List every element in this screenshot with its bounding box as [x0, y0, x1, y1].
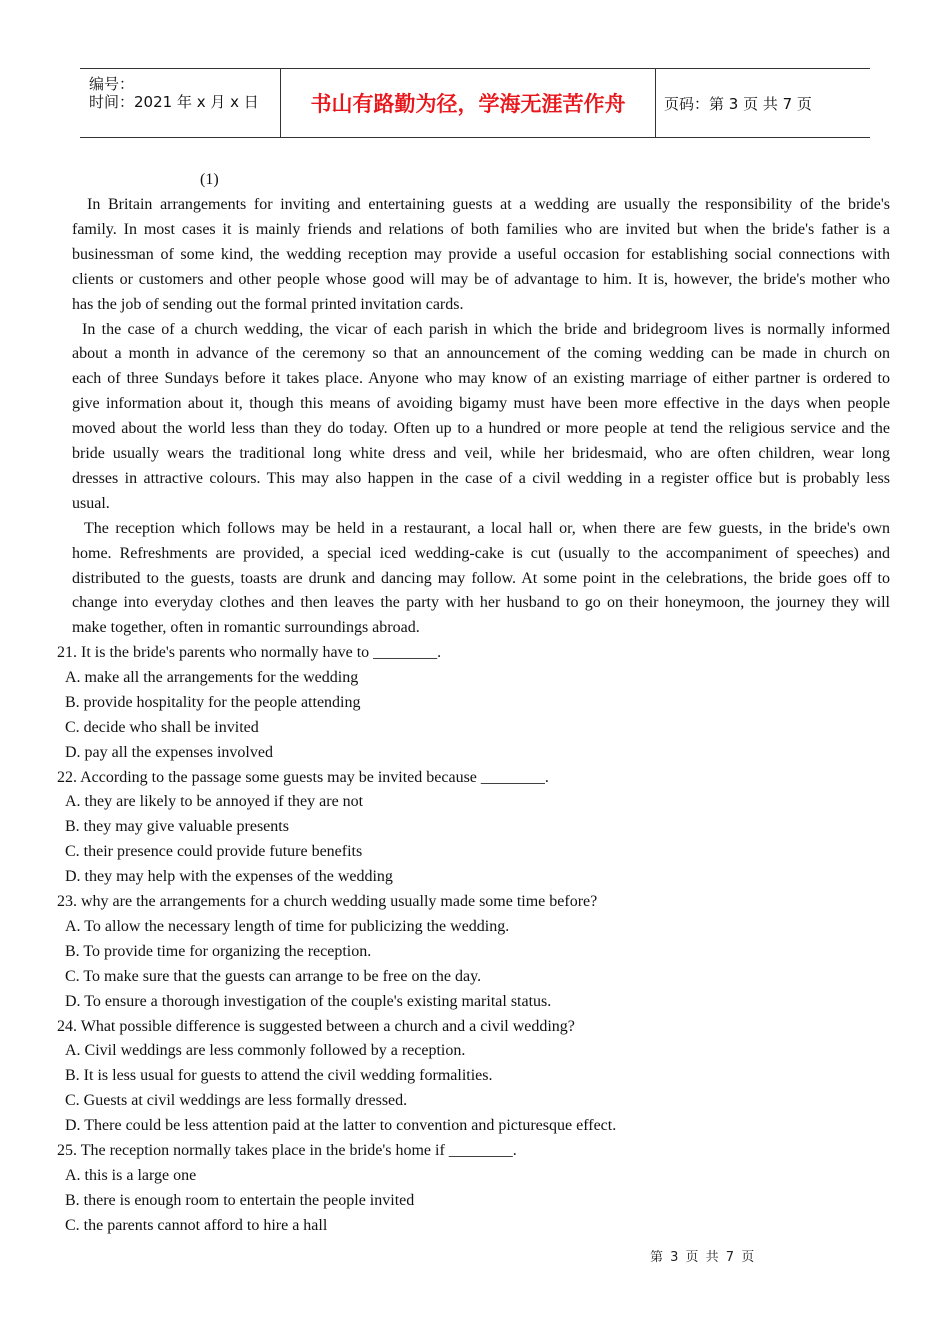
- answer-option: A. Civil weddings are less commonly followed by a reception.: [65, 1042, 466, 1060]
- passage-line: dresses in attractive colours. This may also happen in the case of a civil wedding in a register office but is probably less: [72, 469, 890, 487]
- passage-line: In Britain arrangements for inviting and entertaining guests at a wedding are usually the responsibility of the bride's: [87, 196, 890, 213]
- passage-line: make together, often in romantic surroundings abroad.: [72, 619, 420, 637]
- passage-line: about a month in advance of the ceremony so that an announcement of the coming wedding can be made in church on: [72, 345, 890, 363]
- passage-line: In the case of a church wedding, the vicar of each parish in which the bride and bridegroom lives is normally informed: [82, 320, 890, 338]
- question-stem: 23. why are the arrangements for a church wedding usually made some time before?: [57, 893, 598, 910]
- answer-option: A. make all the arrangements for the wedding: [65, 668, 359, 686]
- answer-option: D. they may help with the expenses of the wedding: [65, 868, 393, 886]
- answer-option: C. To make sure that the guests can arrange to be free on the day.: [65, 967, 482, 985]
- answer-option: D. pay all the expenses involved: [65, 743, 273, 761]
- header-motto: 书山有路勤为径，学海无涯苦作舟: [280, 69, 656, 137]
- number-label: 编号：: [89, 75, 135, 93]
- passage-line: usual.: [72, 494, 110, 512]
- page-label: 页码：第 3 页 共 7 页: [664, 94, 812, 113]
- answer-option: A. To allow the necessary length of time for publicizing the wedding.: [65, 917, 510, 935]
- passage-line: change into everyday clothes and then leaves the party with her husband to go on their honeymoon, the journey they will: [72, 594, 890, 612]
- passage-line: moved about the world less than they do today. Often up to a hundred or more people at tend the religious service and the: [72, 420, 890, 438]
- passage-line: distributed to the guests, toasts are drunk and dancing may follow. At some point in the celebrations, the bride goes off to: [72, 569, 890, 587]
- passage-line: each of three Sundays before it takes place. Anyone who may know of an existing marriage of either partner is ordered to: [72, 370, 890, 388]
- date-label: 时间：2021 年 x 月 x 日: [89, 93, 259, 111]
- question-stem: 22. According to the passage some guests may be invited because ________.: [57, 768, 549, 786]
- passage-line: The reception which follows may be held in a restaurant, a local hall or, when there are few guests, in the bride's own: [84, 519, 890, 537]
- question-stem: 21. It is the bride's parents who normally have to ________.: [57, 644, 442, 661]
- passage-line: home. Refreshments are provided, a special iced wedding-cake is cut (usually to the accompaniment of speeches) and: [72, 544, 890, 562]
- passage-line: bride usually wears the traditional long white dress and veil, while her bridesmaid, who are often children, wear long: [72, 445, 890, 462]
- question-stem: 24. What possible difference is suggested between a church and a civil wedding?: [57, 1017, 575, 1035]
- answer-option: B. there is enough room to entertain the people invited: [65, 1191, 415, 1209]
- page-header: [80, 68, 870, 138]
- answer-option: C. decide who shall be invited: [65, 718, 259, 736]
- passage-line: businessman of some kind, the wedding reception may provide a useful occasion for establishing social connections with: [72, 245, 890, 263]
- answer-option: C. their presence could provide future benefits: [65, 843, 363, 861]
- answer-option: B. provide hospitality for the people attending: [65, 693, 361, 711]
- answer-option: B. they may give valuable presents: [65, 818, 289, 836]
- header-page: [655, 69, 870, 137]
- answer-option: C. the parents cannot afford to hire a hall: [65, 1216, 328, 1234]
- passage-line: family. In most cases it is mainly friends and relations of both families who are invited but when the bride's father is a: [72, 220, 890, 238]
- passage-line: has the job of sending out the formal printed invitation cards.: [72, 295, 464, 313]
- section-marker: (1): [200, 171, 219, 188]
- answer-option: A. this is a large one: [65, 1166, 197, 1184]
- header-meta: [80, 69, 280, 137]
- passage-line: clients or customers and other people whose good will may be of advantage to him. It is, however, the bride's mother who: [72, 270, 890, 288]
- answer-option: B. To provide time for organizing the reception.: [65, 942, 372, 960]
- answer-option: B. It is less usual for guests to attend the civil wedding formalities.: [65, 1067, 493, 1085]
- page-footer: 第 3 页 共 7 页: [650, 1250, 755, 1265]
- answer-option: C. Guests at civil weddings are less formally dressed.: [65, 1092, 408, 1110]
- passage-line: give information about it, though this means of avoiding bigamy must have been more effective in the days when people: [72, 395, 890, 413]
- question-stem: 25. The reception normally takes place in the bride's home if ________.: [57, 1142, 517, 1159]
- answer-option: A. they are likely to be annoyed if they are not: [65, 793, 364, 811]
- answer-option: D. There could be less attention paid at the latter to convention and picturesque effect.: [65, 1117, 617, 1135]
- answer-option: D. To ensure a thorough investigation of the couple's existing marital status.: [65, 992, 552, 1010]
